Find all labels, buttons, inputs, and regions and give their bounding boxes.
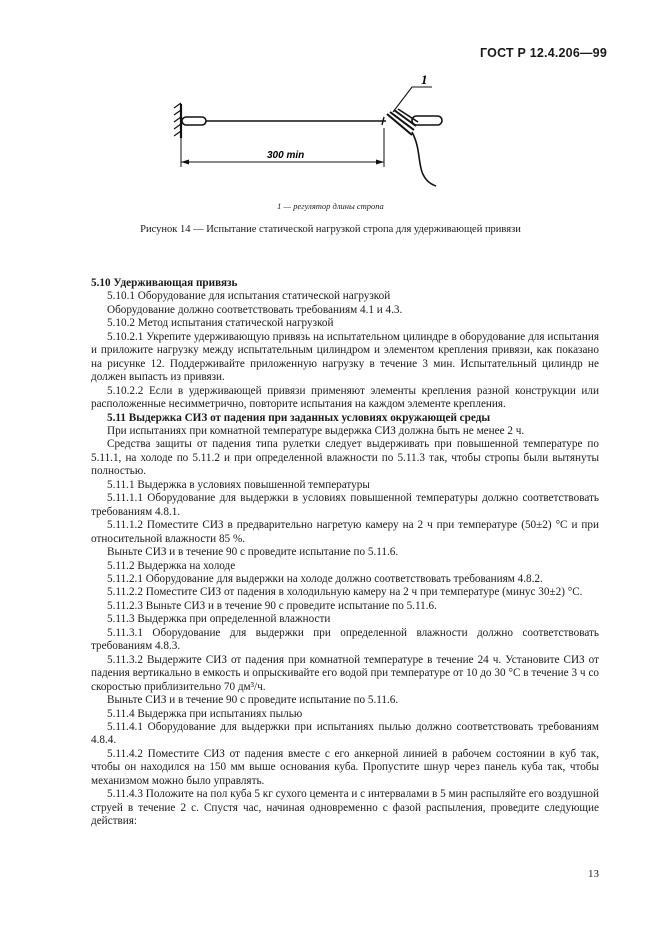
paragraph: 5.11.1 Выдержка в условиях повышенной температуры: [107, 478, 370, 491]
left-anchor-wall: [174, 103, 181, 138]
paragraph: 5.10.2.2 Если в удерживающей привязи применяют элементы крепления разной конструкции или расположенные несимметрично, повторите испытания на каждом элементе крепления.: [91, 384, 599, 411]
paragraph: 5.11.2.2 Поместите СИЗ от падения в холодильную камеру на 2 ч при температуре (минус 30±2) °С.: [107, 586, 583, 599]
paragraph: 5.11.1.2 Поместите СИЗ в предварительно нагретую камеру на 2 ч при температуре (50±2) °С и при относительной влажности 85 %.: [91, 519, 599, 545]
paragraph: 5.11.1.1 Оборудование для выдержки в условиях повышенной температуры должно соответствовать требованиям 4.8.1.: [91, 492, 599, 518]
left-loop: [182, 117, 206, 125]
paragraph: 5.10.1 Оборудование для испытания статической нагрузкой: [107, 290, 391, 303]
paragraph: Оборудование должно соответствовать требованиям 4.1 и 4.3.: [107, 303, 403, 316]
paragraph: 5.11.3 Выдержка при определенной влажности: [107, 613, 331, 626]
section-heading: 5.11 Выдержка СИЗ от падения при заданных условиях окружающей среды: [107, 411, 491, 424]
body-text: [91, 277, 599, 829]
paragraph: Средства защиты от падения типа рулетки следует выдерживать при повышенной температуре по 5.11.1, на холоде по 5.11.2 и при определенной влажности по 5.11.3 так, чтобы стропы были вытянуты полностью.: [91, 438, 599, 478]
paragraph: 5.10.2.1 Укрепите удерживающую привязь на испытательном цилиндре в оборудование для испытания и приложите нагрузку между испытательным цилиндром и элементом крепления привязи, как показано на рисунке 12. Поддерживайте приложенную нагрузку в течение 3 мин. Испытательный цилиндр не должен выпасть из привязи.: [91, 330, 599, 384]
strap-tail: [412, 132, 436, 186]
section-heading: 5.10 Удерживающая привязь: [91, 277, 238, 289]
paragraph: 5.10.2 Метод испытания статической нагрузкой: [107, 317, 334, 330]
paragraph: 5.11.2 Выдержка на холоде: [107, 559, 236, 572]
paragraph: 5.11.3.1 Оборудование для выдержки при определенной влажности должно соответствовать требованиям 4.8.3.: [91, 626, 599, 653]
paragraph: Выньте СИЗ и в течение 90 с проведите испытание по 5.11.6.: [107, 546, 399, 559]
paragraph: Выньте СИЗ и в течение 90 с проведите испытание по 5.11.6.: [107, 694, 399, 707]
paragraph: 5.11.3.2 Выдержите СИЗ от падения при комнатной температуре в течение 24 ч. Установите СИЗ от падения вертикально в емкость и опрыскивайте его водой при температуре от 10 до 30 °С в течение 3 ч со скоростью приблизительно 70 дм³/ч.: [91, 653, 599, 693]
legend-text: — регулятор длины стропа: [281, 201, 384, 211]
callout-leader: [393, 87, 432, 112]
paragraph: 5.11.4 Выдержка при испытаниях пылью: [107, 707, 303, 720]
dimension-label: 300 min: [267, 150, 305, 161]
page-number: 13: [588, 868, 599, 880]
callout-label: 1: [421, 72, 428, 87]
paragraph: 5.11.4.1 Оборудование для выдержки при испытаниях пылью должно соответствовать требованиям 4.8.4.: [91, 720, 599, 747]
paragraph: 5.11.2.1 Оборудование для выдержки на холоде должно соответствовать требованиям 4.8.2.: [107, 572, 543, 585]
paragraph: 5.11.4.2 Поместите СИЗ от падения вместе с его анкерной линией в рабочем состоянии в куб так, чтобы он находился на 150 мм выше основания куба. Пропустите шнур через панель куба так, чтобы механизмом можно было управлять.: [91, 747, 599, 787]
legend-number: 1: [277, 201, 282, 211]
paragraph: При испытаниях при комнатной температуре выдержка СИЗ должна быть не менее 2 ч.: [107, 424, 525, 437]
standard-header: ГОСТ Р 12.4.206—99: [480, 46, 607, 60]
figure-14-diagram: [150, 62, 480, 202]
dimension-line: [181, 128, 384, 167]
paragraph: 5.11.2.3 Выньте СИЗ и в течение 90 с проведите испытание по 5.11.6.: [107, 599, 437, 612]
figure-legend: [0, 201, 661, 211]
paragraph: 5.11.4.3 Положите на пол куба 5 кг сухого цемента и с интервалами в 5 мин распыляйте его воздушной струей в течение 2 с. Спустя час, начиная одновременно с фазой распыления, проведите следующие действия:: [91, 788, 599, 828]
figure-caption: Рисунок 14 — Испытание статической нагрузкой стропа для удерживающей привязи: [140, 224, 521, 235]
